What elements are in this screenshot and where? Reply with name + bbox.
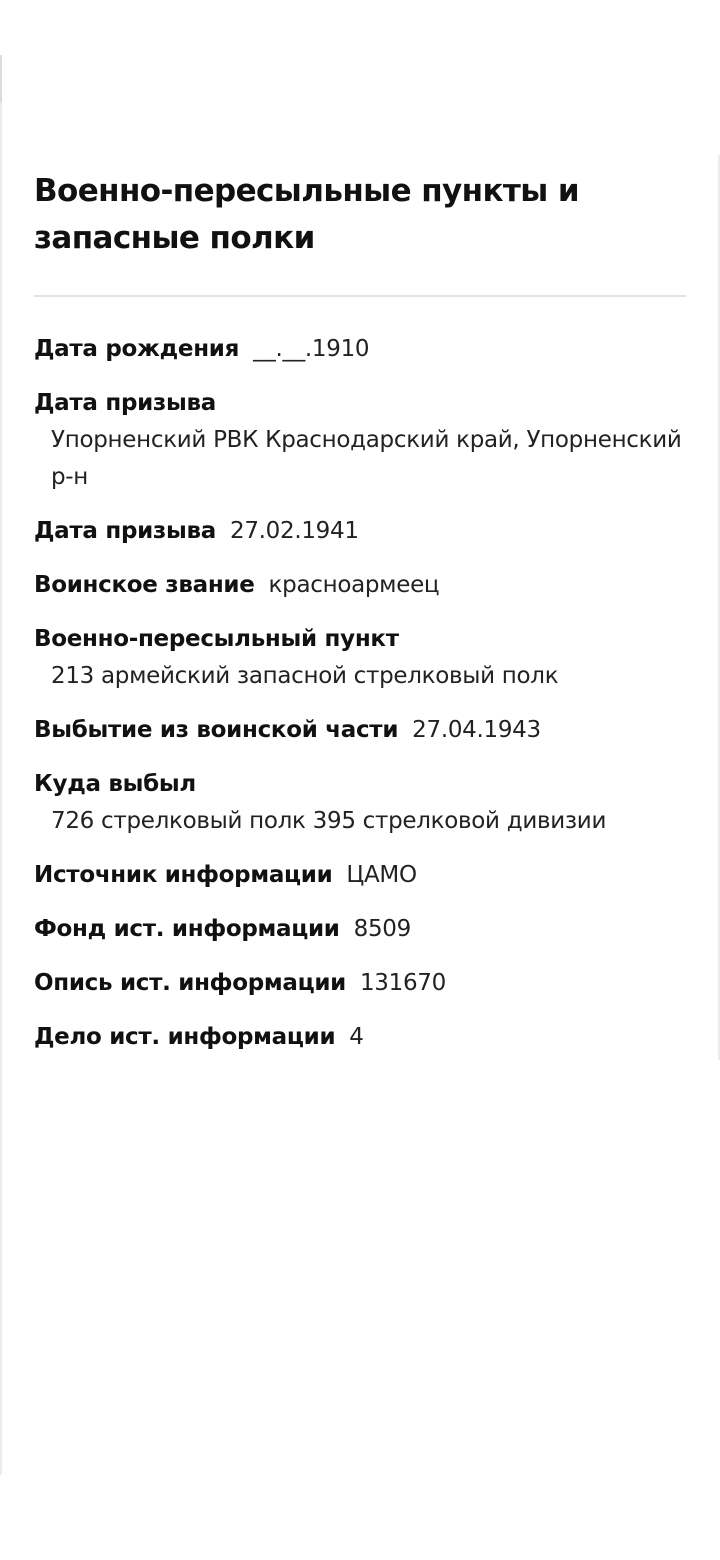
field-value: __.__.1910 <box>253 336 370 362</box>
field-military-rank <box>34 566 686 604</box>
field-value: ЦАМО <box>346 862 417 888</box>
field-value: 8509 <box>353 916 411 942</box>
field-label: Дата рождения <box>34 336 240 362</box>
field-value: красноармеец <box>268 572 440 598</box>
record-fields <box>34 330 686 1056</box>
field-transit-point <box>34 620 686 695</box>
field-departed-to <box>34 765 686 840</box>
field-draft-date <box>34 512 686 550</box>
field-value: 27.04.1943 <box>412 717 541 743</box>
field-info-source <box>34 856 686 894</box>
field-birth-date <box>34 330 686 368</box>
field-label: Воинское звание <box>34 572 255 598</box>
field-value: 726 стрелковый полк 395 стрелковой дивизии <box>51 808 607 834</box>
field-label: Выбытие из воинской части <box>34 717 399 743</box>
field-label: Дело ист. информации <box>34 1024 336 1050</box>
field-value: 4 <box>349 1024 364 1050</box>
field-fond <box>34 910 686 948</box>
left-edge-accent <box>0 55 2 103</box>
field-file <box>34 1018 686 1056</box>
field-label: Куда выбыл <box>34 771 196 797</box>
field-value: 213 армейский запасной стрелковый полк <box>51 663 559 689</box>
field-value: Упорненский РВК Краснодарский край, Упорненский р-н <box>51 427 682 490</box>
title-divider <box>34 295 686 297</box>
left-edge-divider <box>0 55 2 1475</box>
field-label: Фонд ист. информации <box>34 916 340 942</box>
page-title: Военно-пересыльные пункты и запасные полки <box>34 173 579 256</box>
field-departure-date <box>34 711 686 749</box>
field-label: Дата призыва <box>34 390 216 416</box>
field-value: 131670 <box>359 970 446 996</box>
field-inventory <box>34 964 686 1002</box>
field-label: Опись ист. информации <box>34 970 346 996</box>
field-value: 27.02.1941 <box>229 518 359 544</box>
field-label: Источник информации <box>34 862 333 888</box>
record-card <box>34 168 686 1072</box>
field-draft-office <box>34 384 686 496</box>
field-label: Дата призыва <box>34 518 216 544</box>
field-label: Военно-пересыльный пункт <box>34 626 399 652</box>
